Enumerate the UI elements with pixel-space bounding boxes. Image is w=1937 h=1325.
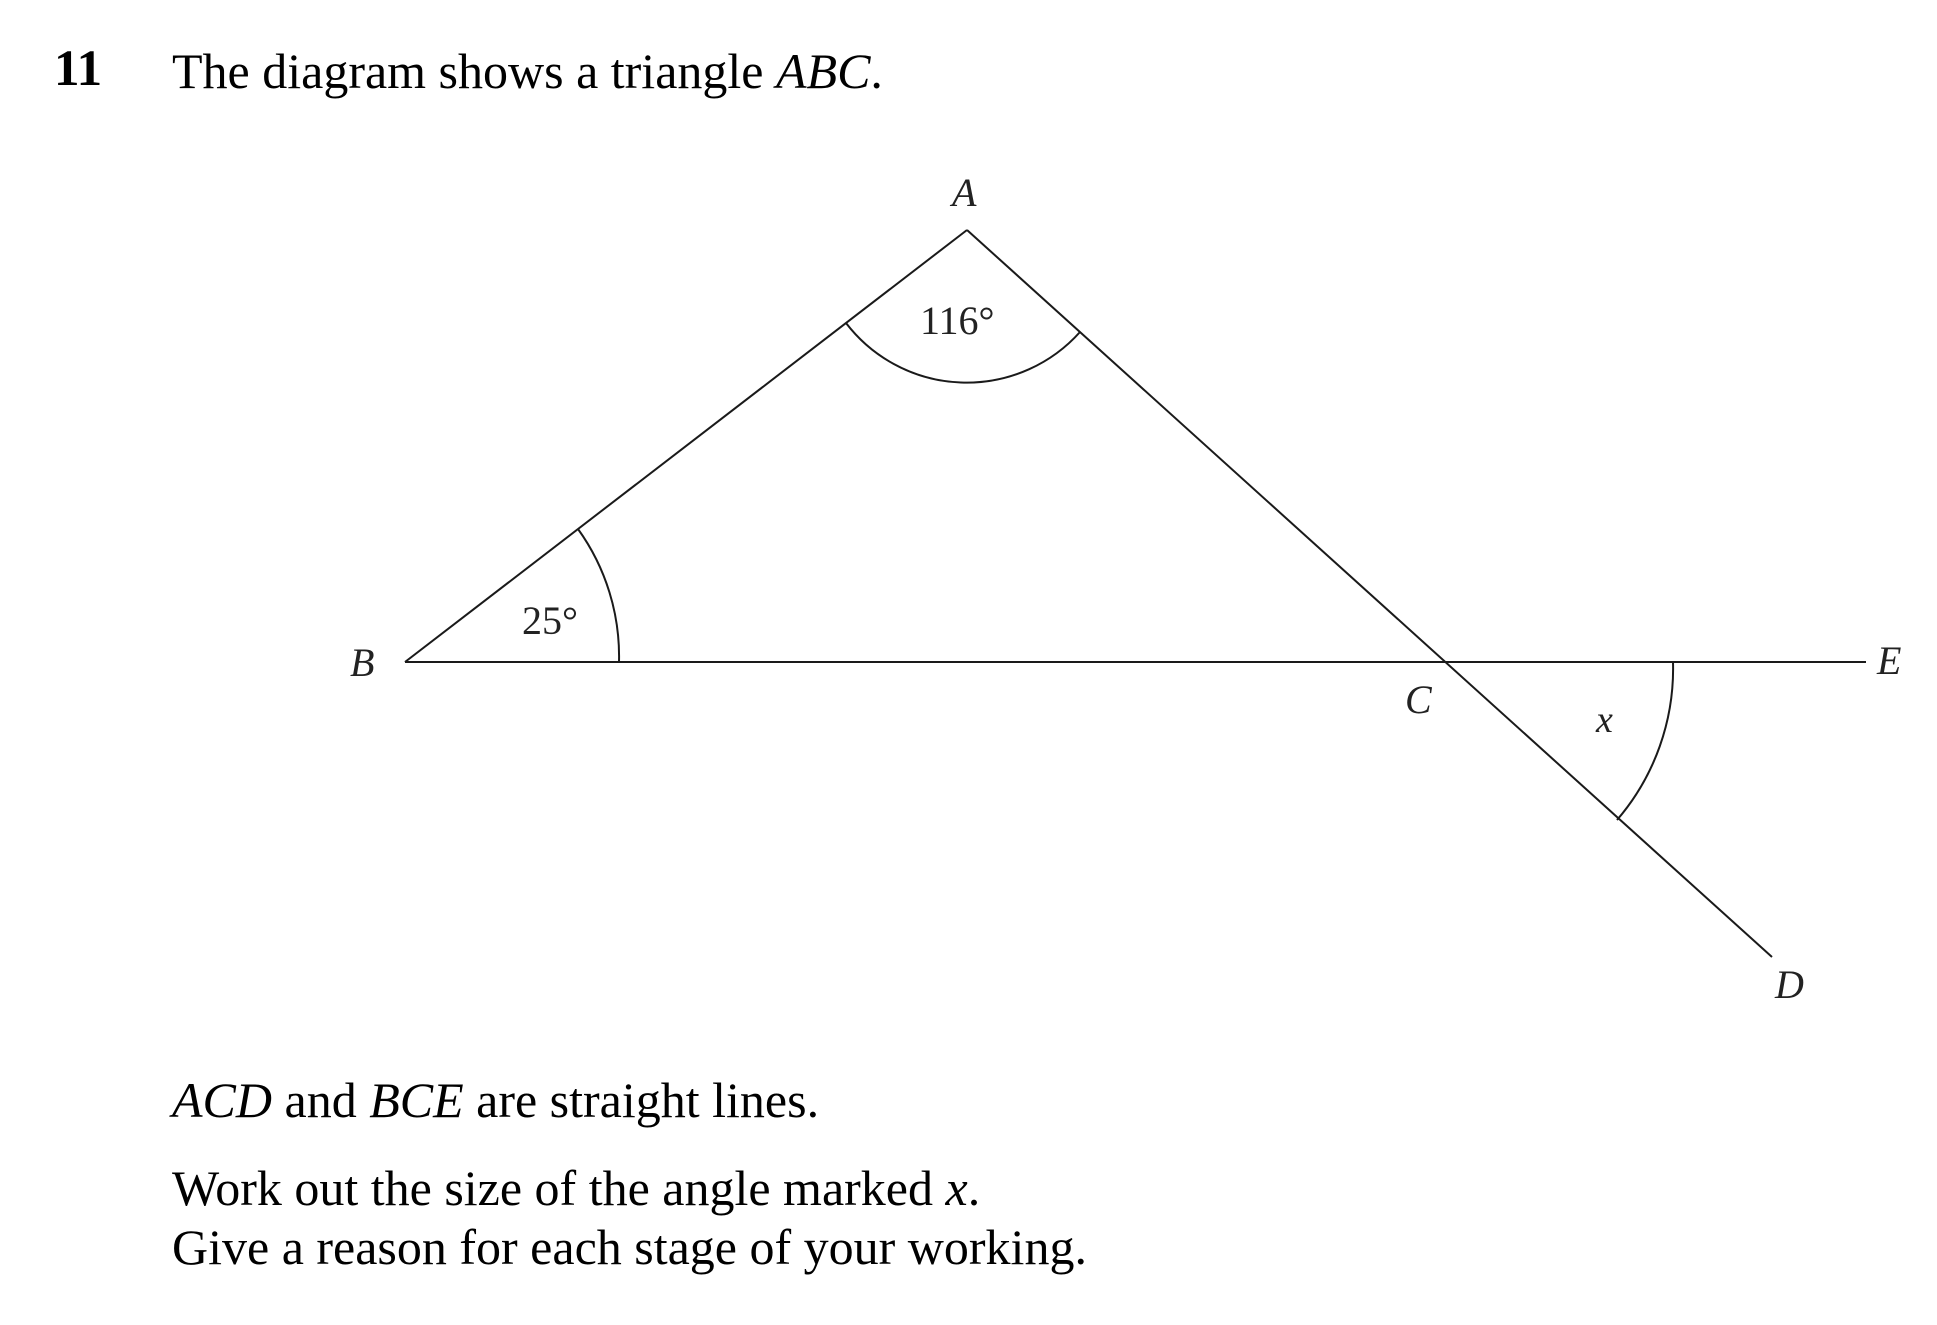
instruction-give-reason: Give a reason for each stage of your working.	[172, 1219, 1087, 1275]
line-ab	[405, 230, 967, 662]
intro-triangle-name: ABC	[775, 43, 871, 99]
angle-label-x: x	[1596, 699, 1613, 741]
instruction-work-out	[172, 1160, 981, 1216]
intro-end: .	[870, 43, 883, 99]
label-e: E	[1877, 638, 1902, 683]
line-name-bce: BCE	[369, 1072, 464, 1128]
label-b: B	[350, 640, 375, 685]
statement-end: are straight lines.	[463, 1072, 820, 1128]
line-acd	[967, 230, 1772, 957]
instruction-text: Work out the size of the angle marked	[172, 1160, 946, 1216]
question-number: 11	[54, 41, 103, 97]
label-a: A	[952, 170, 977, 215]
statement-straight-lines	[172, 1072, 820, 1128]
label-d: D	[1775, 962, 1804, 1007]
label-c: C	[1405, 677, 1432, 722]
angle-label-b: 25°	[522, 598, 578, 643]
angle-arc-x	[1617, 662, 1673, 820]
line-name-acd: ACD	[172, 1072, 272, 1128]
instruction-end: .	[967, 1160, 981, 1216]
intro-text: The diagram shows a triangle	[172, 43, 776, 99]
statement-and: and	[272, 1072, 370, 1128]
instruction-variable: x	[945, 1160, 968, 1216]
angle-arc-b	[578, 529, 619, 662]
angle-label-a: 116°	[920, 298, 995, 343]
